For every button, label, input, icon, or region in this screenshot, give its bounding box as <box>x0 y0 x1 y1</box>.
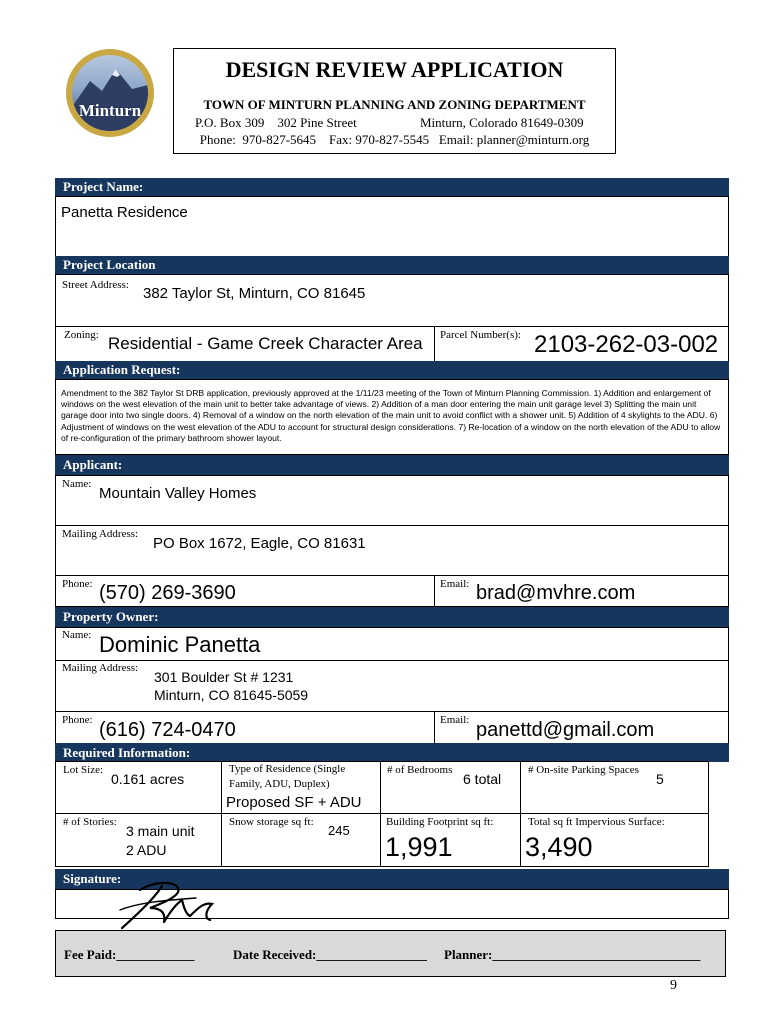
section-header-property-owner: Property Owner: <box>55 607 729 627</box>
department-name: TOWN OF MINTURN PLANNING AND ZONING DEPARTMENT <box>203 97 586 112</box>
planner-label: Planner:________________________________ <box>444 947 701 962</box>
owner-email-value: panettd@gmail.com <box>476 719 655 741</box>
applicant-email-label: Email: <box>440 578 470 590</box>
applicant-name-label: Name: <box>62 478 92 490</box>
address-line-right: Minturn, Colorado 81649-0309 <box>420 115 584 130</box>
owner-phone-value: (616) 724-0470 <box>99 719 236 741</box>
residence-type-value: Proposed SF + ADU <box>226 794 362 811</box>
owner-mailing-line-1: 301 Boulder St # 1231 <box>154 669 294 685</box>
impervious-surface-label: Total sq ft Impervious Surface: <box>528 816 665 828</box>
applicant-mailing-label: Mailing Address: <box>62 528 139 540</box>
section-header-application-request: Application Request: <box>55 361 729 379</box>
section-header-applicant: Applicant: <box>55 455 729 475</box>
building-footprint-label: Building Footprint sq ft: <box>386 816 494 828</box>
lot-size-value: 0.161 acres <box>111 771 185 787</box>
owner-email-label: Email: <box>440 714 470 726</box>
application-request-text: Amendment to the 382 Taylor St DRB application, previously approved at the 1/11/23 meeting of the Town of Minturn Planning Commission. 1) Addition and enlargement of windows on the west elevation of the main unit to better take advantage of views. 2) Addition of a man door entering the main unit garage level 3) Splitting the main unit garage door into two single doors. 4) Removal of a window on the north elevation of the main unit to avoid conflict with a shower unit. 5) Addition of 4 skylights to the ADU. 6) Adjustment of windows on the west elevation of the ADU to account for structural design considerations. 7) Re-location of a window on the north elevation of the ADU to allow of re-configuration of the primary bathroom shower layout. <box>61 388 721 443</box>
section-header-signature: Signature: <box>55 869 729 889</box>
owner-name-label: Name: <box>62 629 92 641</box>
applicant-phone-value: (570) 269-3690 <box>99 582 236 604</box>
owner-mailing-line-2: Minturn, CO 81645-5059 <box>154 687 309 703</box>
owner-name-value: Dominic Panetta <box>99 632 261 657</box>
fee-paid-label: Fee Paid:____________ <box>64 947 195 962</box>
stories-label: # of Stories: <box>63 816 117 828</box>
section-header-project-location: Project Location <box>55 256 729 274</box>
zoning-value: Residential - Game Creek Character Area <box>108 334 423 353</box>
applicant-email-value: brad@mvhre.com <box>476 582 636 604</box>
street-address-label: Street Address: <box>62 279 129 291</box>
residence-type-label-line-1: Type of Residence (Single <box>229 763 346 775</box>
signature-drawing <box>100 878 230 934</box>
applicant-phone-label: Phone: <box>62 578 93 590</box>
project-name-value: Panetta Residence <box>61 204 188 221</box>
parking-spaces-value: 5 <box>656 771 664 787</box>
applicant-mailing-value: PO Box 1672, Eagle, CO 81631 <box>153 535 366 552</box>
parking-spaces-label: # On-site Parking Spaces <box>528 764 639 776</box>
lot-size-label: Lot Size: <box>63 764 104 776</box>
page-number: 9 <box>670 978 677 993</box>
owner-phone-label: Phone: <box>62 714 93 726</box>
street-address-value: 382 Taylor St, Minturn, CO 81645 <box>143 285 366 302</box>
snow-storage-label: Snow storage sq ft: <box>229 816 314 828</box>
minturn-logo <box>66 49 154 137</box>
owner-mailing-label: Mailing Address: <box>62 662 139 674</box>
stories-value-line-1: 3 main unit <box>126 823 195 839</box>
date-received-label: Date Received:_________________ <box>233 947 427 962</box>
logo-text: Minturn <box>78 101 142 120</box>
parcel-number-label: Parcel Number(s): <box>440 329 521 341</box>
bedrooms-label: # of Bedrooms <box>387 764 453 776</box>
building-footprint-value: 1,991 <box>385 832 453 862</box>
parcel-number-value: 2103-262-03-002 <box>534 331 719 358</box>
section-header-required-info: Required Information: <box>55 743 729 762</box>
stories-value-line-2: 2 ADU <box>126 842 167 858</box>
section-header-project-name: Project Name: <box>55 178 729 196</box>
zoning-label: Zoning: <box>64 329 99 341</box>
bedrooms-value: 6 total <box>463 771 502 787</box>
impervious-surface-value: 3,490 <box>525 832 593 862</box>
contact-line: Phone: 970-827-5645 Fax: 970-827-5545 Email: planner@minturn.org <box>199 132 590 147</box>
page-title: DESIGN REVIEW APPLICATION <box>225 57 564 82</box>
snow-storage-value: 245 <box>328 823 350 838</box>
residence-type-label-line-2: Family, ADU, Duplex) <box>229 778 330 790</box>
applicant-name-value: Mountain Valley Homes <box>99 485 257 502</box>
owner-mailing-field[interactable] <box>55 660 729 712</box>
mountain-emblem <box>72 55 148 131</box>
address-line-left: P.O. Box 309 302 Pine Street <box>195 115 357 130</box>
